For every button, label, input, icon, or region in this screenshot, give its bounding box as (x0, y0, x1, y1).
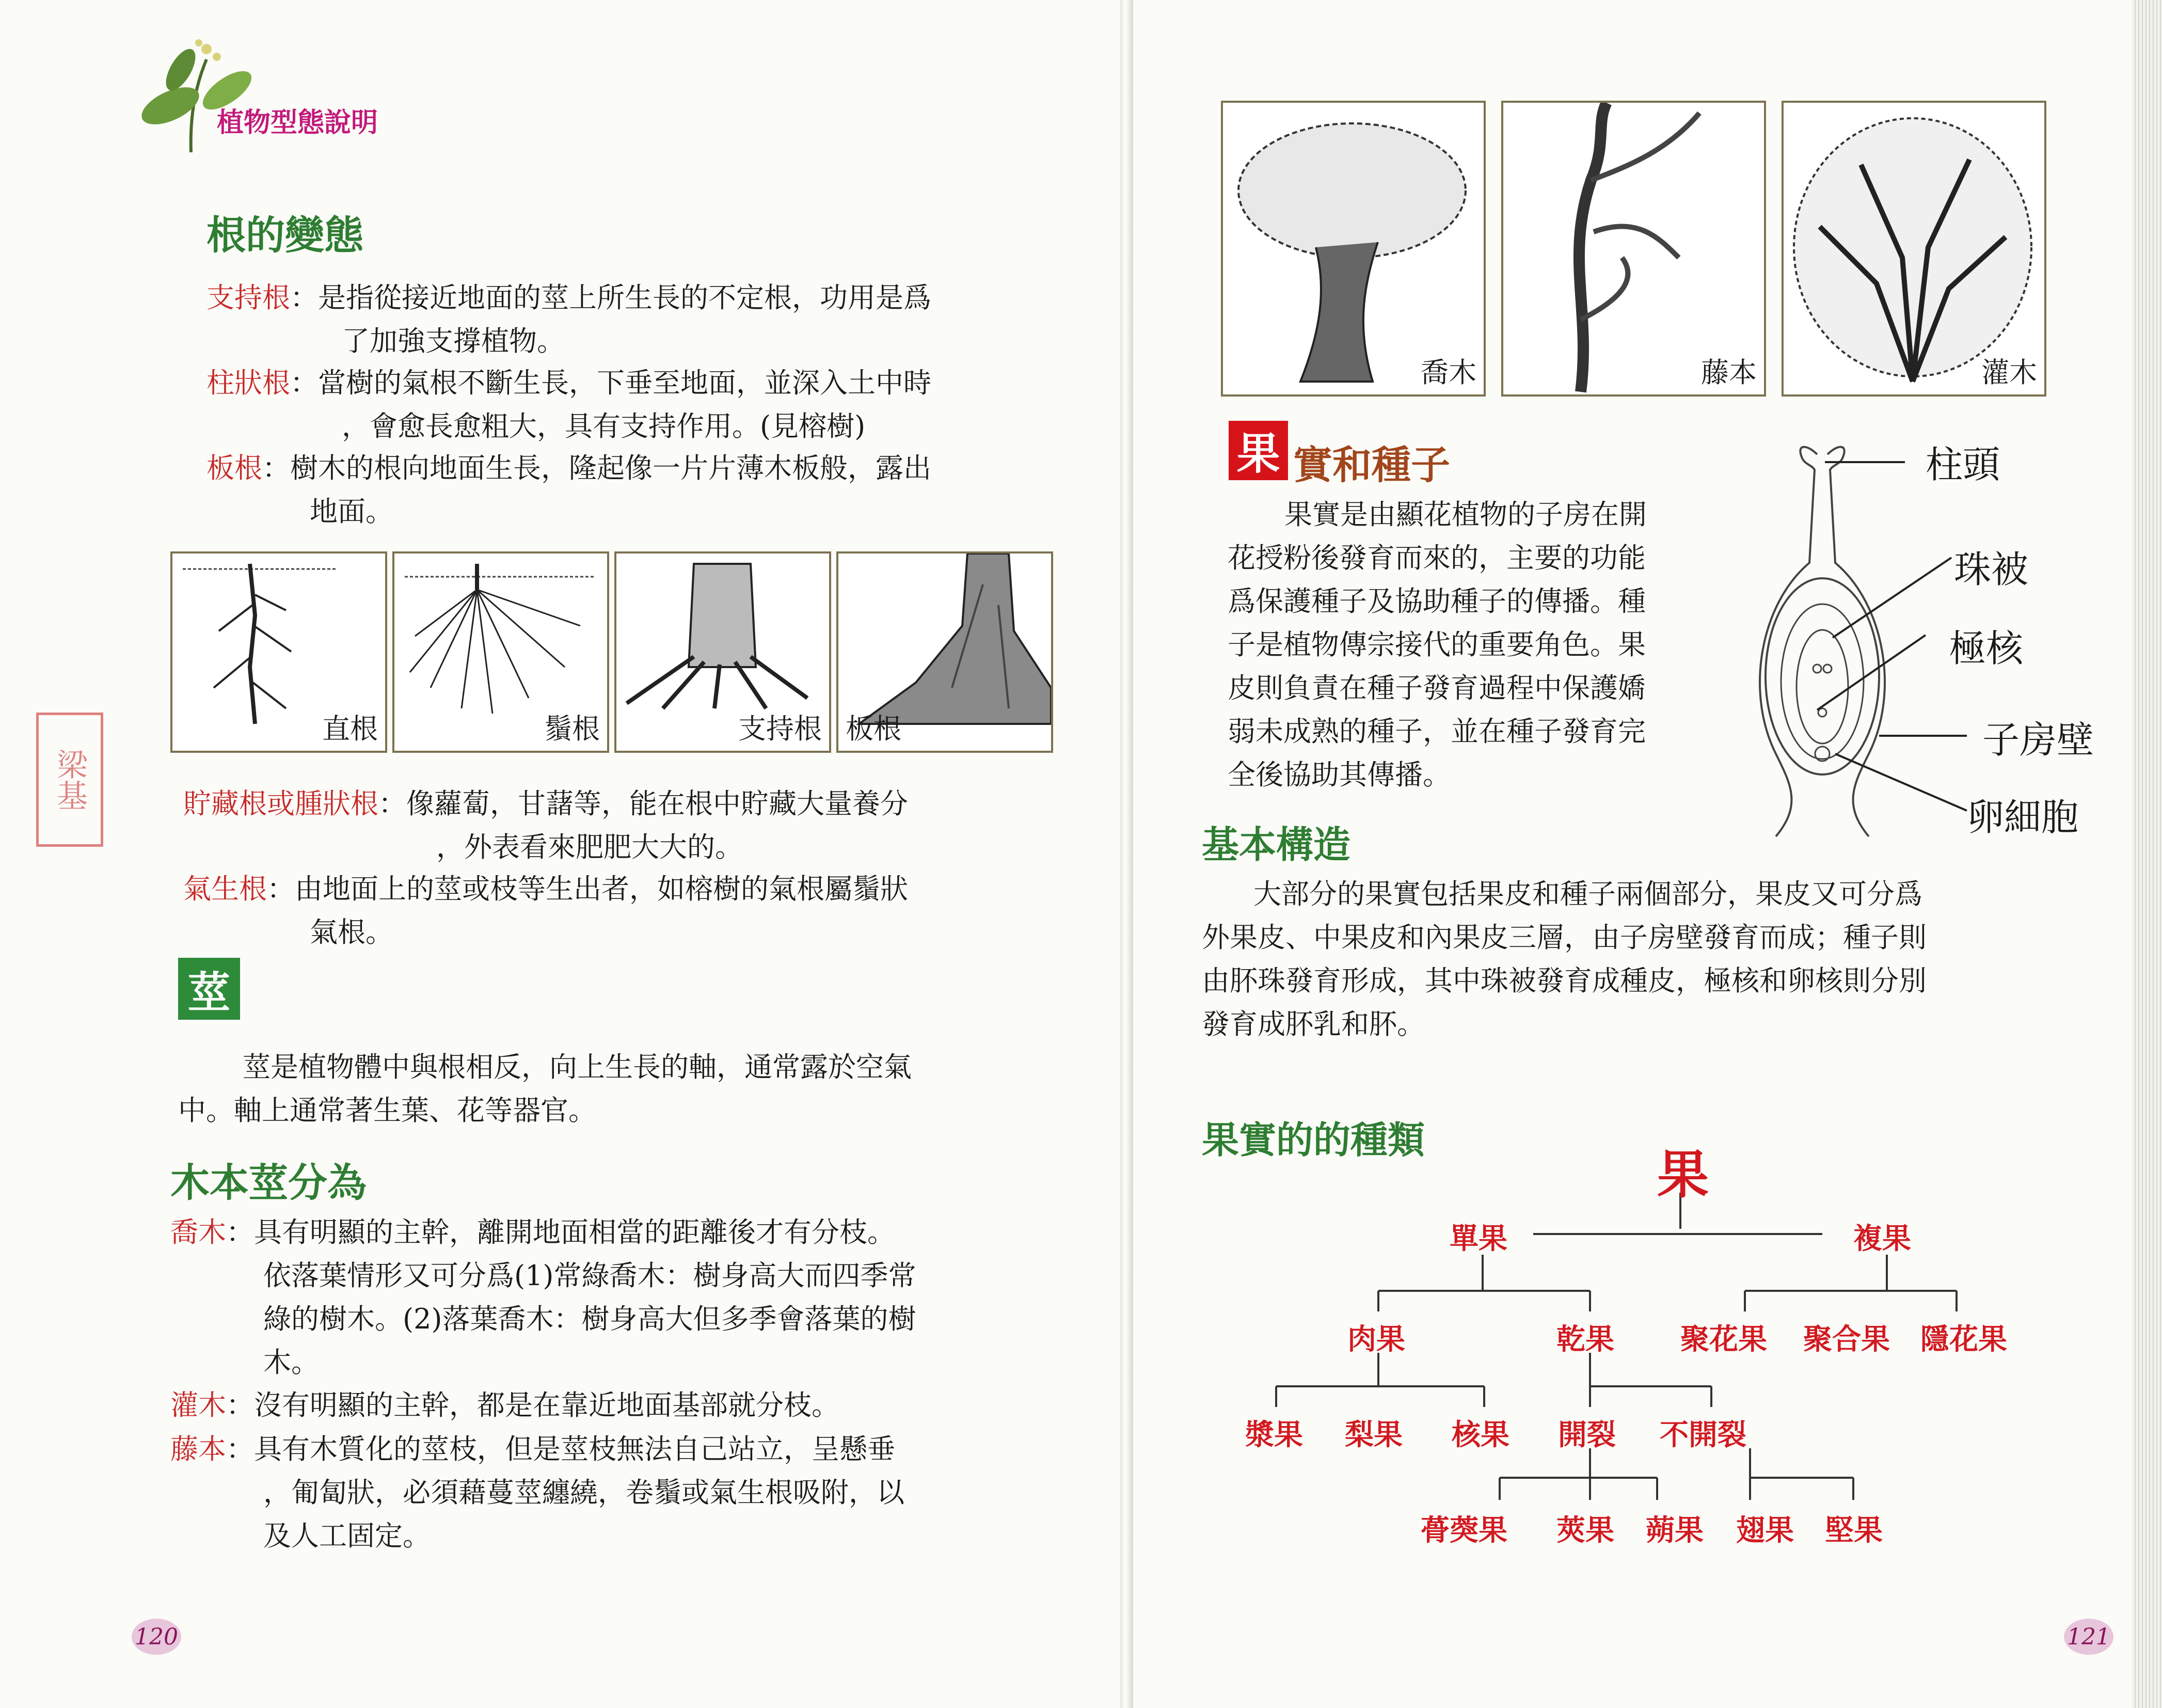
term-label: 板根 (206, 452, 262, 484)
fruit-node-indehiscent: 不開裂 (1660, 1418, 1746, 1452)
fruit-para-line: 皮則負責在種子發育過程中保護嬌 (1228, 672, 1646, 704)
term-label: 貯藏根或腫狀根 (183, 787, 378, 820)
term-label: 支持根 (206, 281, 290, 314)
def-text: ：由地面上的莖或枝等生出者，如榕樹的氣根屬鬚狀 (267, 873, 908, 905)
term-label: 灌木 (170, 1389, 226, 1421)
def-vine (170, 1428, 904, 1558)
figure-tree-shrub (1782, 101, 2046, 397)
figure-caption: 板根 (846, 713, 901, 745)
label-egg-cell: 卵細胞 (1967, 796, 2079, 839)
term-label: 柱狀根 (206, 367, 290, 399)
woody-stem-title: 木本莖分為 (170, 1160, 367, 1206)
stem-para-line: 中。軸上通常著生葉、花等器官。 (178, 1094, 596, 1127)
figure-caption: 藤本 (1701, 356, 1757, 389)
section-header-title: 植物型態說明 (217, 107, 378, 138)
fruit-para-line: 子是植物傳宗接代的重要角色。果 (1228, 628, 1646, 661)
fruit-node-samara: 翅果 (1736, 1514, 1794, 1547)
root-section-title: 根的變態 (206, 212, 363, 258)
def-pillar-root (206, 361, 931, 448)
fruit-node-hidden: 隱花果 (1920, 1323, 2007, 1356)
fruit-node-dehiscent: 開裂 (1558, 1418, 1616, 1452)
structure-paragraph (1202, 873, 1927, 1046)
fruit-node-follicle: 蓇葖果 (1421, 1514, 1507, 1547)
library-seal-stamp (36, 713, 103, 847)
figure-caption: 喬木 (1421, 356, 1476, 389)
def-text-cont: ，會愈長愈粗大，具有支持作用。(見榕樹) (342, 410, 866, 442)
def-text-cont: ，匍匐狀，必須藉蔓莖纏繞，卷鬚或氣生根吸附，以 (263, 1476, 904, 1509)
figure-tree-arbor (1221, 101, 1486, 397)
fruit-node-compound: 複果 (1853, 1222, 1911, 1256)
fruit-node-simple: 單果 (1450, 1222, 1507, 1256)
fruit-node-capsule: 蒴果 (1646, 1514, 1704, 1547)
def-text-cont: 依落葉情形又可分爲(1)常綠喬木：樹身高大而四季常 (263, 1259, 916, 1292)
fruit-node-dry: 乾果 (1556, 1323, 1614, 1356)
fruit-node-multiple: 聚合果 (1803, 1323, 1890, 1356)
term-label: 喬木 (170, 1216, 226, 1248)
def-text-cont: 了加強支撐植物。 (342, 325, 565, 357)
fruit-para-line: 花授粉後發育而來的，主要的功能 (1228, 542, 1646, 574)
figure-fibrous-root (392, 551, 609, 753)
stem-para-line: 莖是植物體中與根相反，向上生長的軸，通常露於空氣 (243, 1051, 912, 1083)
def-text-cont: 地面。 (310, 495, 393, 528)
fruit-types-title: 果實的的種類 (1202, 1118, 1425, 1162)
figure-tree-vine (1501, 101, 1766, 397)
label-polar-nuclei: 極核 (1949, 627, 2024, 670)
structure-para-line: 外果皮、中果皮和內果皮三層，由子房壁發育而成；種子則 (1202, 921, 1927, 954)
fruit-para-line: 爲保護種子及協助種子的傳播。種 (1228, 585, 1646, 618)
fruit-node-aggregate: 聚花果 (1680, 1323, 1767, 1356)
def-text: ：沒有明顯的主幹，都是在靠近地面基部就分枝。 (226, 1389, 839, 1421)
def-text-cont: 木。 (263, 1346, 319, 1379)
fruit-node-drupe: 核果 (1452, 1418, 1509, 1452)
page-number-right: 121 (2064, 1619, 2113, 1655)
label-ovary-wall: 子房壁 (1982, 718, 2094, 762)
structure-section-title: 基本構造 (1202, 823, 1351, 866)
figure-caption: 直根 (322, 713, 378, 745)
def-text-cont: 及人工固定。 (263, 1520, 431, 1552)
book-gutter (1120, 0, 1133, 1708)
def-tree (170, 1211, 916, 1384)
def-text-cont: ，外表看來肥肥大大的。 (436, 831, 743, 863)
fruit-node-fleshy: 肉果 (1347, 1323, 1405, 1356)
def-text-cont: 綠的樹木。(2)落葉喬木：樹身高大但多季會落葉的樹 (263, 1303, 916, 1335)
fruit-node-pome: 梨果 (1345, 1418, 1403, 1452)
stem-badge: 莖 (178, 958, 240, 1020)
figure-buttress-root (836, 551, 1053, 753)
figure-prop-root (614, 551, 831, 753)
def-text: ：當樹的氣根不斷生長，下垂至地面，並深入土中時 (290, 367, 931, 399)
structure-para-line: 大部分的果實包括果皮和種子兩個部分，果皮又可分爲 (1253, 878, 1922, 910)
page-number-left: 120 (132, 1619, 181, 1655)
book-page-edge-right (2132, 0, 2162, 1708)
fruit-node-berry: 漿果 (1245, 1418, 1303, 1452)
fruit-node-nut: 堅果 (1825, 1514, 1883, 1547)
structure-para-line: 發育成肧乳和肧。 (1202, 1008, 1425, 1040)
stem-paragraph (178, 1046, 912, 1132)
figure-taproot (170, 551, 387, 753)
term-label: 藤本 (170, 1433, 226, 1465)
seal-text: 梁基 (52, 749, 88, 811)
def-support-root (206, 276, 931, 363)
label-integument: 珠被 (1954, 548, 2029, 591)
fruit-section-title: 實和種子 (1293, 442, 1450, 488)
fruit-paragraph (1228, 493, 1647, 797)
def-aerial-root (183, 867, 908, 954)
structure-para-line: 由肧珠發育形成，其中珠被發育成種皮，極核和卵核則分別 (1202, 964, 1927, 997)
def-buttress-root (206, 447, 931, 533)
def-storage-root (183, 782, 908, 869)
def-text: ：是指從接近地面的莖上所生長的不定根，功用是爲 (290, 281, 931, 314)
label-stigma: 柱頭 (1926, 443, 2000, 486)
fruit-para-line: 全後協助其傳播。 (1228, 758, 1451, 791)
def-text-cont: 氣根。 (310, 916, 393, 948)
fruit-badge: 果 (1229, 421, 1288, 480)
fruit-node-legume: 莢果 (1556, 1514, 1614, 1547)
def-shrub (170, 1384, 839, 1427)
def-text: ：樹木的根向地面生長，隆起像一片片薄木板般，露出 (262, 452, 931, 484)
fruit-para-line: 弱未成熟的種子，並在種子發育完 (1228, 715, 1646, 748)
figure-caption: 鬚根 (544, 713, 600, 745)
def-text: ：像蘿蔔，甘藷等，能在根中貯藏大量養分 (378, 787, 908, 820)
figure-caption: 灌木 (1981, 356, 2037, 389)
def-text: ：具有木質化的莖枝，但是莖枝無法自己站立，呈懸垂 (226, 1433, 895, 1465)
figure-caption: 支持根 (738, 713, 822, 745)
fruit-para-line: 果實是由顯花植物的子房在開 (1284, 498, 1647, 531)
def-text: ：具有明顯的主幹，離開地面相當的距離後才有分枝。 (226, 1216, 895, 1248)
term-label: 氣生根 (183, 873, 267, 905)
fruit-tree-root: 果 (1657, 1145, 1709, 1205)
